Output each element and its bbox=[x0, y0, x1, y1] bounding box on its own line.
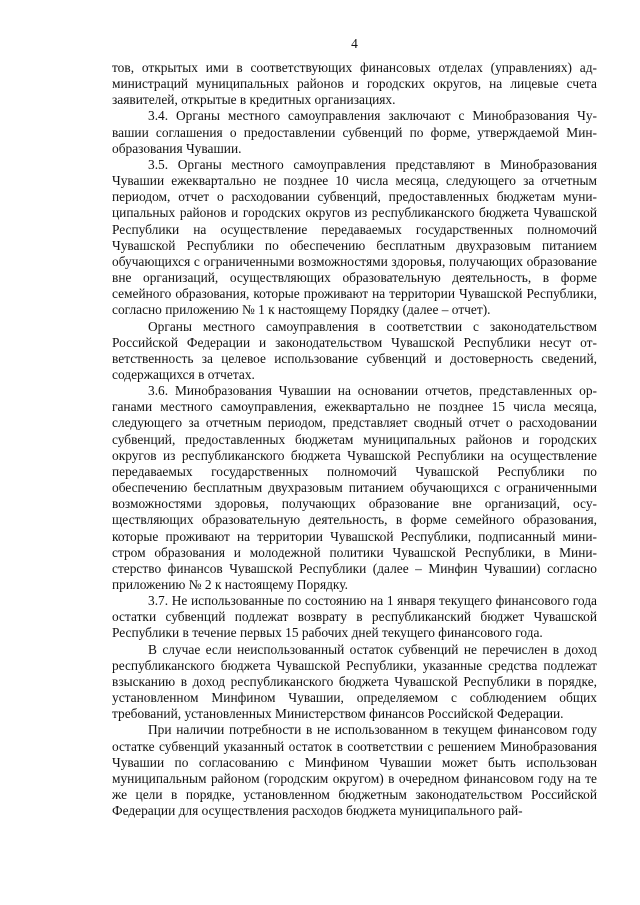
paragraph-3-6: 3.6. Минобразования Чувашии на основании отчетов, представленных органами местного самоуправления, ежеквартально не позднее 15 числа месяца, следующего за отчетным периодом, представляет сводный отчет о расходовании субвенций, предоставленных бюджетам муниципальных районов и городских округов из республиканского бюджета Чувашской Республики на осуществление передаваемых государственных полномочий Чувашской Республики по обеспечению бесплатным двухразовым питанием обучающихся с ограниченными возможностями здоровья, получающих образование вне организаций, осуществляющих образовательную деятельность, в форме семейного образования, которые проживают на территории Чувашской Республики, подписанный министром образования и молодежной политики Чувашской Республики, в Министерство финансов Чувашской Республики (далее – Минфин Чувашии) согласно приложению № 2 к настоящему Порядку. bbox=[112, 383, 597, 592]
paragraph-3-7: 3.7. Не использованные по состоянию на 1 января текущего финансового года остатки субвенций подлежат возврату в республиканский бюджет Чувашской Республики в течение первых 15 рабочих дней текущего финансового года. bbox=[112, 593, 597, 641]
paragraph-3-5: 3.5. Органы местного самоуправления представляют в Минобразования Чувашии ежеквартально не позднее 10 числа месяца, следующего за отчетным периодом, отчет о расходовании субвенций, предоставленных бюджетам муниципальных районов и городских округов из республиканского бюджета Чувашской Республики на осуществление передаваемых государственных полномочий Чувашской Республики по обеспечению бесплатным двухразовым питанием обучающихся с ограниченными возможностями здоровья, получающих образование вне организаций, осуществляющих образовательную деятельность, в форме семейного образования, которые проживают на территории Чувашской Республики, согласно приложению № 1 к настоящему Порядку (далее – отчет). bbox=[112, 156, 597, 318]
document-page bbox=[112, 36, 597, 819]
paragraph-remainder-usage: При наличии потребности в не использованном в текущем финансовом году остатке субвенций указанный остаток в соответствии с решением Минобразования Чувашии по согласованию с Минфином Чувашии может быть использован муниципальным районом (городским округом) в очередном финансовом году на те же цели в порядке, установленном бюджетным законодательством Российской Федерации для осуществления расходов бюджета муниципального рай- bbox=[112, 722, 597, 819]
paragraph-continuation: тов, открытых ими в соответствующих финансовых отделах (управлениях) администраций муниципальных районов и городских округов, на лицевые счета заявителей, открытые в кредитных организациях. bbox=[112, 60, 597, 108]
page-number: 4 bbox=[351, 36, 358, 51]
paragraph-3-4: 3.4. Органы местного самоуправления заключают с Минобразования Чувашии соглашения о предоставлении субвенций по форме, утверждаемой Минобразования Чувашии. bbox=[112, 108, 597, 156]
paragraph-responsibility: Органы местного самоуправления в соответствии с законодательством Российской Федерации и законодательством Чувашской Республики несут ответственность за целевое использование субвенций и достоверность сведений, содержащихся в отчетах. bbox=[112, 318, 597, 382]
paragraph-recovery: В случае если неиспользованный остаток субвенций не перечислен в доход республиканского бюджета Чувашской Республики, указанные средства подлежат взысканию в доход республиканского бюджета Чувашской Республики в порядке, установленном Минфином Чувашии, определяемом с соблюдением общих требований, установленных Министерством финансов Российской Федерации. bbox=[112, 641, 597, 722]
